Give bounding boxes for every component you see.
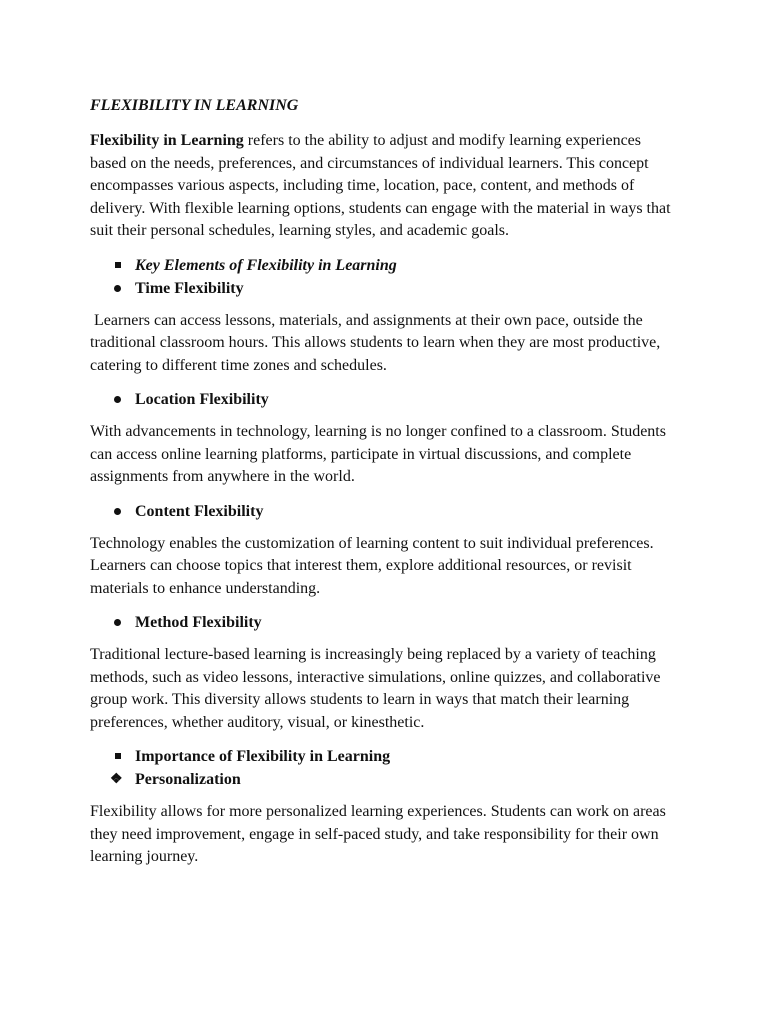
personalization-heading xyxy=(90,768,678,791)
key-elements-heading-text: Key Elements of Flexibility in Learning xyxy=(135,256,397,274)
importance-heading xyxy=(90,745,678,768)
diamond-bullet-icon: ❖ xyxy=(110,772,123,787)
time-flexibility-heading-text: Time Flexibility xyxy=(135,279,244,297)
personalization-paragraph: Flexibility allows for more personalized learning experiences. Students can work on areas they need improvement, engage in self-paced study, and take responsibility for their own learning journey. xyxy=(90,803,666,865)
key-elements-heading xyxy=(90,254,678,277)
intro-lead-term: Flexibility in Learning xyxy=(90,132,244,149)
location-flexibility-heading-text: Location Flexibility xyxy=(135,391,269,408)
method-flexibility-heading xyxy=(90,611,678,634)
document-title: FLEXIBILITY IN LEARNING xyxy=(90,97,299,114)
intro-text: refers to the ability to adjust and modify learning experiences based on the needs, preferences, and circumstances of individual learners. This concept encompasses various aspects, including time, location, pace, content, and methods of delivery. With flexible learning options, students can engage with the material in ways that suit their personal schedules, learning styles, and academic goals. xyxy=(90,132,671,239)
time-flexibility-heading xyxy=(90,277,678,300)
location-flexibility-heading xyxy=(90,388,678,411)
content-flexibility-paragraph: Technology enables the customization of learning content to suit individual preferences. Learners can choose topics that interest them, explore additional resources, or revisit materials to enhance understanding. xyxy=(90,534,654,597)
location-flexibility-paragraph: With advancements in technology, learning is no longer confined to a classroom. Students can access online learning platforms, participate in virtual discussions, and complete assignments from anywhere in the world. xyxy=(90,423,666,485)
personalization-heading-text: Personalization xyxy=(135,771,241,788)
method-flexibility-heading-text: Method Flexibility xyxy=(135,614,262,631)
time-flexibility-paragraph: Learners can access lessons, materials, and assignments at their own pace, outside the traditional classroom hours. This allows students to learn when they are most productive, catering to different time zones and schedules. xyxy=(90,311,665,374)
importance-heading-text: Importance of Flexibility in Learning xyxy=(135,748,391,765)
method-flexibility-paragraph: Traditional lecture-based learning is increasingly being replaced by a variety of teaching methods, such as video lessons, interactive simulations, online quizzes, and collaborative group work. This diversity allows students to learn in ways that match their learning preferences, whether auditory, visual, or kinesthetic. xyxy=(90,646,661,731)
content-flexibility-heading xyxy=(90,500,678,523)
content-flexibility-heading-text: Content Flexibility xyxy=(135,502,264,520)
intro-paragraph xyxy=(90,130,678,243)
